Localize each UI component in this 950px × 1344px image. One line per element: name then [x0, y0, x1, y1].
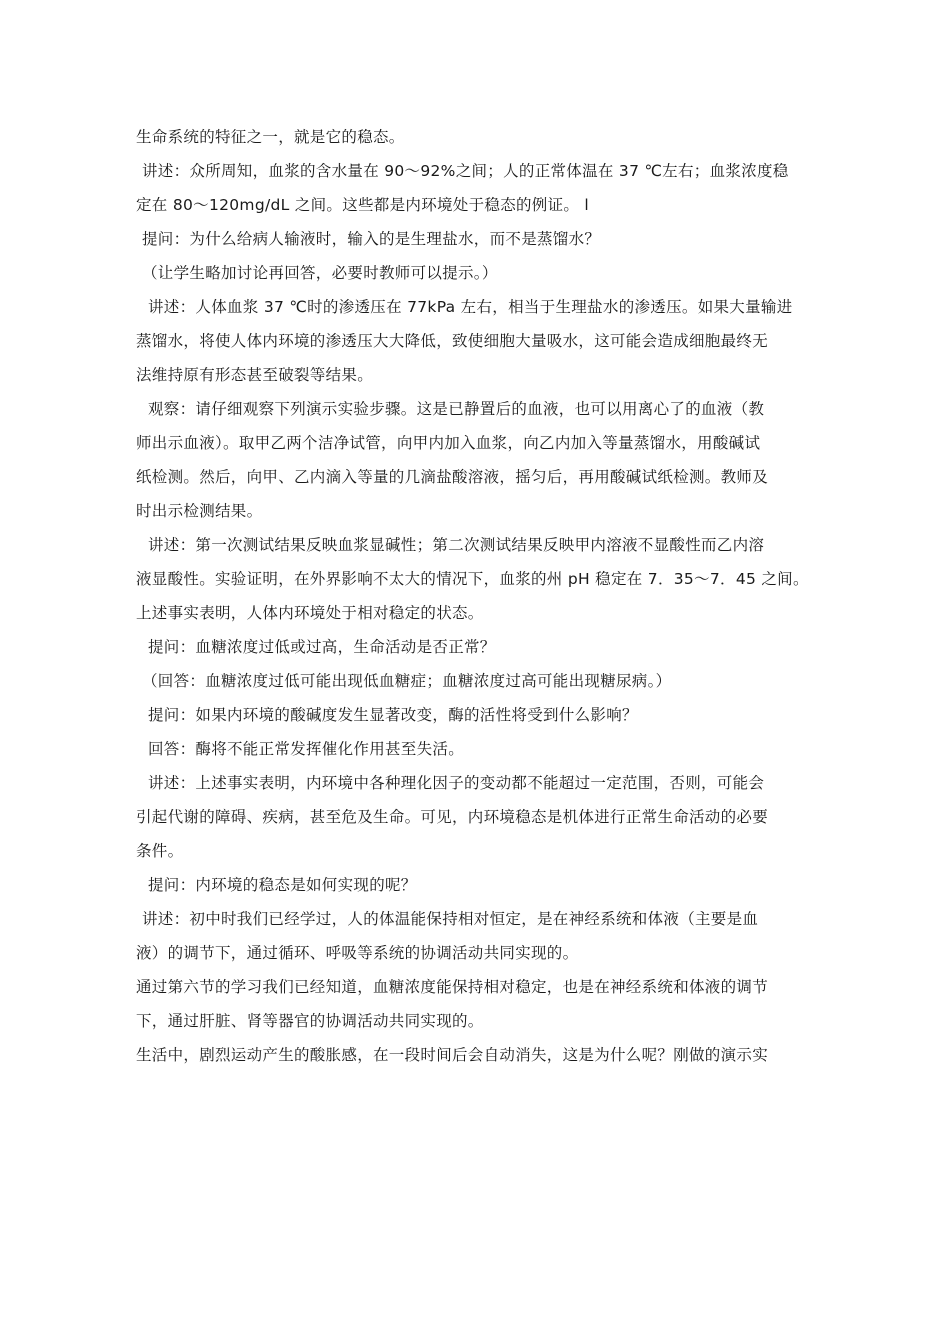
text-line: 讲述：初中时我们已经学过，人的体温能保持相对恒定，是在神经系统和体液（主要是血 [142, 910, 759, 928]
text-line: 观察：请仔细观察下列演示实验步骤。这是已静置后的血液，也可以用离心了的血液（教 [148, 400, 765, 418]
text-line: 液）的调节下，通过循环、呼吸等系统的协调活动共同实现的。 [136, 944, 579, 962]
text-line: 纸检测。然后，向甲、乙内滴入等量的几滴盐酸溶液，摇匀后，再用酸碱试纸检测。教师及 [136, 468, 769, 486]
text-line: 提问：内环境的稳态是如何实现的呢？ [148, 876, 417, 894]
text-line: （回答：血糖浓度过低可能出现低血糖症；血糖浓度过高可能出现糖尿病。） [142, 672, 672, 690]
text-line: 液显酸性。实验证明，在外界影响不太大的情况下，血浆的州 pH 稳定在 7．35～7．45 之间。 [136, 570, 809, 588]
paragraph [136, 664, 818, 698]
text-line: 法维持原有形态甚至破裂等结果。 [136, 366, 374, 384]
text-line: 讲述：第一次测试结果反映血浆显碱性；第二次测试结果反映甲内溶液不显酸性而乙内溶 [148, 536, 765, 554]
paragraph [136, 732, 818, 766]
text-line: 回答：酶将不能正常发挥催化作用甚至失活。 [148, 740, 465, 758]
document-body [136, 120, 818, 1072]
text-line: （让学生略加讨论再回答，必要时教师可以提示。） [142, 264, 498, 282]
text-line: 讲述：上述事实表明，内环境中各种理化因子的变动都不能超过一定范围，否则，可能会 [148, 774, 765, 792]
text-line: 条件。 [136, 842, 184, 860]
paragraph [136, 630, 818, 664]
paragraph [136, 392, 818, 528]
text-line: 提问：血糖浓度过低或过高，生命活动是否正常？ [148, 638, 496, 656]
text-line: 生活中，剧烈运动产生的酸胀感，在一段时间后会自动消失，这是为什么呢？刚做的演示实 [136, 1046, 769, 1064]
paragraph [136, 528, 818, 630]
text-line: 下，通过肝脏、肾等器官的协调活动共同实现的。 [136, 1012, 484, 1030]
text-line: 通过第六节的学习我们已经知道，血糖浓度能保持相对稳定，也是在神经系统和体液的调节 [136, 978, 769, 996]
paragraph [136, 766, 818, 868]
paragraph [136, 222, 818, 256]
text-line: 蒸馏水，将使人体内环境的渗透压大大降低，致使细胞大量吸水，这可能会造成细胞最终无 [136, 332, 769, 350]
paragraph [136, 256, 818, 290]
text-line: 上述事实表明，人体内环境处于相对稳定的状态。 [136, 604, 484, 622]
paragraph [136, 698, 818, 732]
text-line: 提问：为什么给病人输液时，输入的是生理盐水，而不是蒸馏水？ [142, 230, 601, 248]
paragraph [136, 902, 818, 970]
text-line: 生命系统的特征之一，就是它的稳态。 [136, 128, 405, 146]
paragraph [136, 154, 818, 222]
text-line: 讲述：人体血浆 37 ℃时的渗透压在 77kPa 左右，相当于生理盐水的渗透压。如果大量输进 [148, 298, 793, 316]
text-line: 定在 80～120mg/dL 之间。这些都是内环境处于稳态的例证。 l [136, 196, 590, 214]
paragraph [136, 1038, 818, 1072]
text-line: 师出示血液）。取甲乙两个洁净试管，向甲内加入血浆，向乙内加入等量蒸馏水，用酸碱试 [136, 434, 761, 452]
text-line: 引起代谢的障碍、疾病，甚至危及生命。可见，内环境稳态是机体进行正常生命活动的必要 [136, 808, 769, 826]
paragraph [136, 868, 818, 902]
paragraph [136, 290, 818, 392]
text-line: 提问：如果内环境的酸碱度发生显著改变，酶的活性将受到什么影响？ [148, 706, 638, 724]
paragraph [136, 120, 818, 154]
paragraph [136, 970, 818, 1038]
text-line: 讲述：众所周知，血浆的含水量在 90～92%之间；人的正常体温在 37 ℃左右；血浆浓度稳 [142, 162, 789, 180]
text-line: 时出示检测结果。 [136, 502, 263, 520]
